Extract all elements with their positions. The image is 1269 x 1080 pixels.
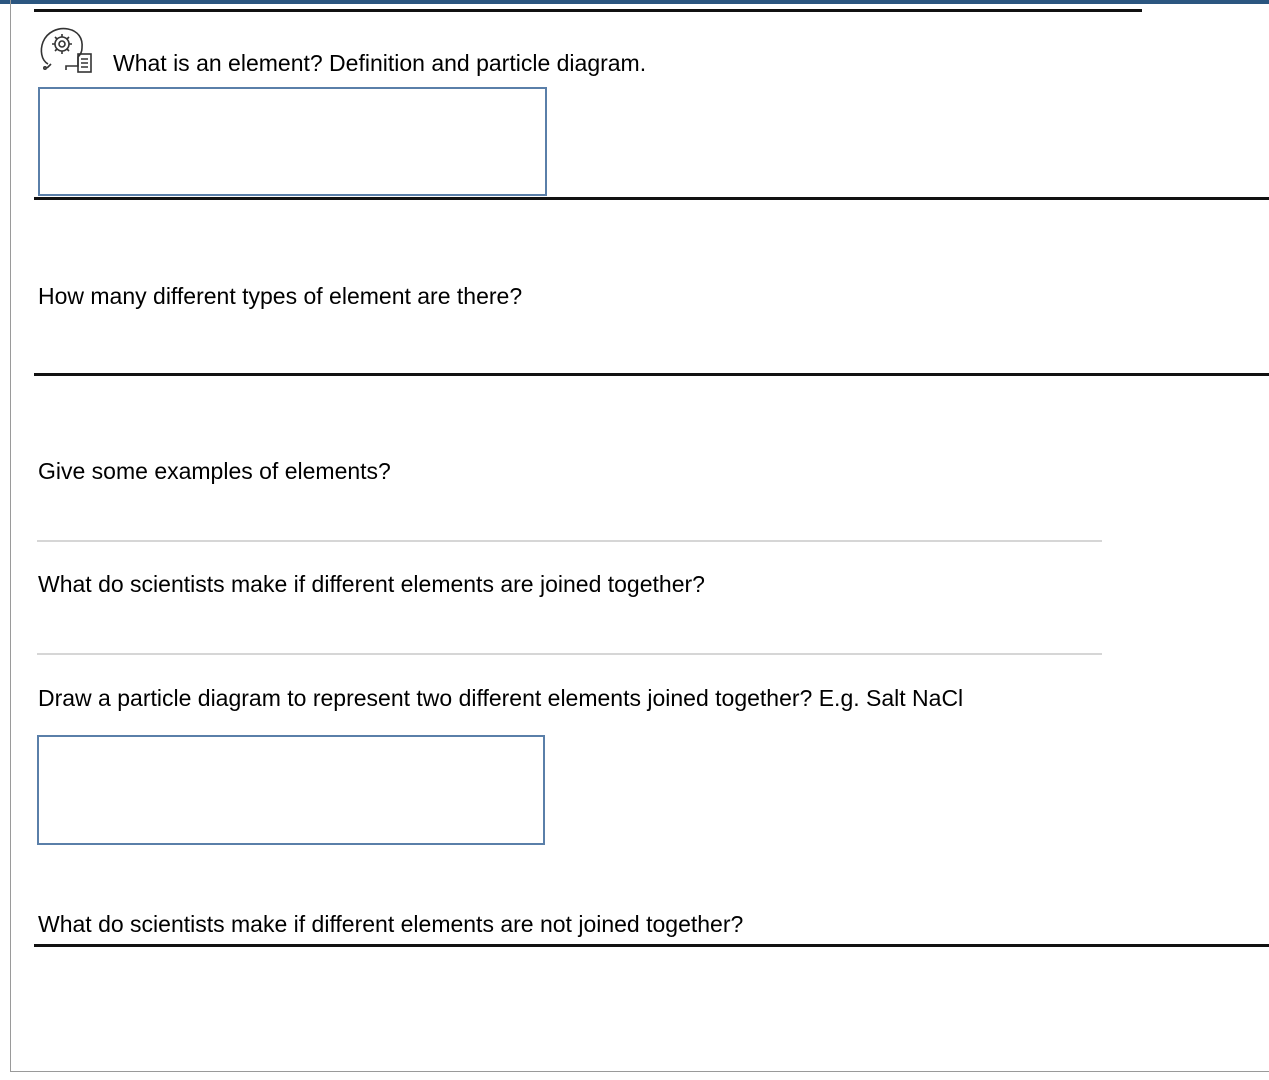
answer-box-1[interactable] (38, 87, 547, 196)
answer-line-2 (34, 373, 1269, 376)
answer-line-1 (34, 197, 1269, 200)
question-5: Draw a particle diagram to represent two different elements joined together? E.g. Salt NaCl (38, 685, 964, 711)
question-4: What do scientists make if different elements are joined together? (38, 571, 705, 597)
answer-line-3 (37, 540, 1102, 542)
question-2: How many different types of element are there? (38, 283, 523, 309)
brain-gears-icon (38, 24, 94, 76)
answer-line-6 (34, 944, 1269, 947)
question-1: What is an element? Definition and particle diagram. (113, 50, 647, 76)
question-3: Give some examples of elements? (38, 458, 391, 484)
question-6: What do scientists make if different elements are not joined together? (38, 911, 744, 937)
answer-box-2[interactable] (37, 735, 545, 845)
top-divider (34, 9, 1142, 12)
answer-line-4 (37, 653, 1102, 655)
